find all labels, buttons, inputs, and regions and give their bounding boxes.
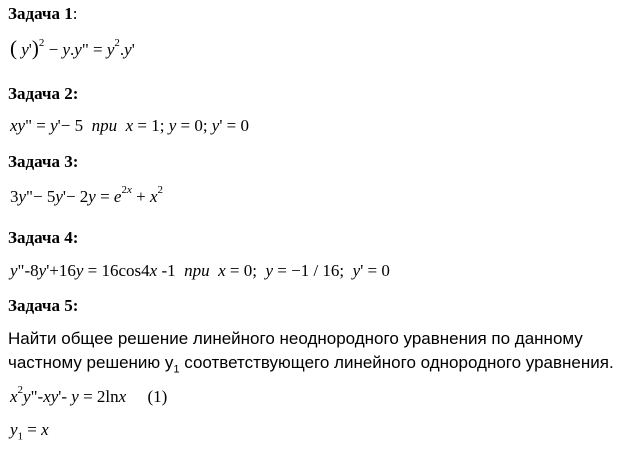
task-2-formula: xy" = y'− 5 при x = 1; y = 0; y' = 0 — [10, 116, 249, 135]
task-1-formula: ( y')$^2$ − y.y" = $y^2.y'$ — [10, 36, 135, 60]
task-5-heading: Задача 5: — [8, 296, 79, 315]
task-5-text-line-2-sub: 1 — [173, 363, 180, 376]
task-5-solution: $y_1 = x$ — [10, 420, 49, 443]
task-3-heading: Задача 3: — [8, 152, 79, 171]
task-3-formula: 3y"− $5y'- 2y = e^{2x} + x^2$ — [10, 184, 163, 206]
task-5-text-line-2-pre: частному решению y — [8, 353, 174, 372]
task-5-text-line-2 — [8, 351, 614, 381]
task-1-heading — [8, 4, 77, 24]
task-4-formula: y"-8y'+16y = 16cos4x -1 при x = 0; y = −1 / 16; y' = 0 — [10, 261, 390, 280]
task-2-heading: Задача 2: — [8, 84, 79, 103]
task-4-heading: Задача 4: — [8, 228, 79, 247]
task-1-heading-colon: : — [72, 4, 78, 23]
task-1-heading-text: Задача 1 — [8, 4, 73, 23]
task-5-text-line-2-post: соответствующего линейного однородного уравнения. — [179, 353, 614, 372]
task-5-text-line-1: Найти общее решение линейного неоднородного уравнения по данному — [8, 329, 583, 348]
task-5-formula: $x^2y"-xy'-$ y = 2lnx (1) — [10, 384, 168, 406]
